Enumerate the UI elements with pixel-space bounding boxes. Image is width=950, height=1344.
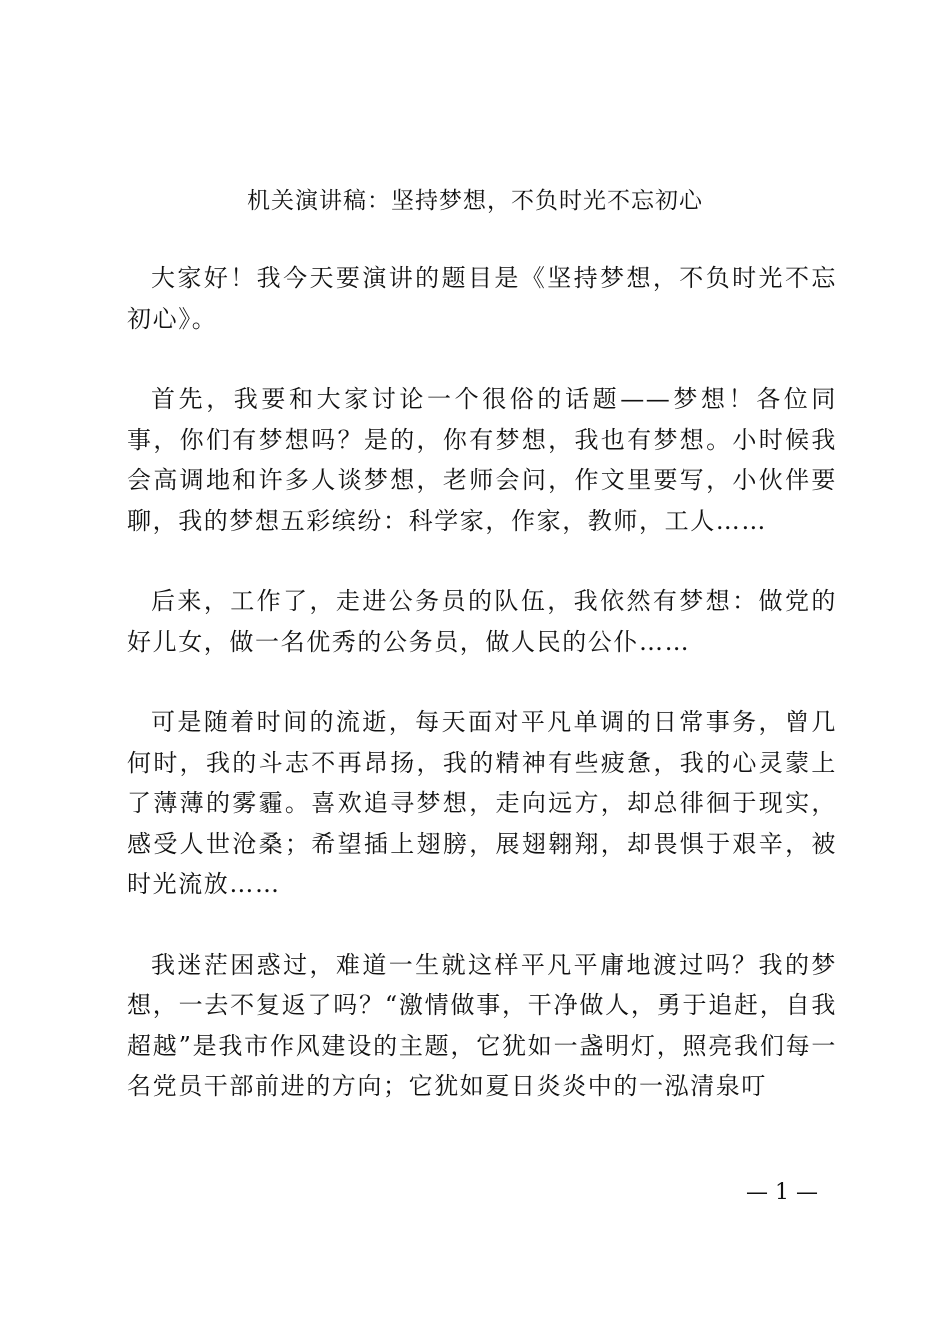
paragraph-work-dream: 后来，工作了，走进公务员的队伍，我依然有梦想：做党的好儿女，做一名优秀的公务员，做人民的公仆……: [127, 587, 837, 656]
document-body: [127, 258, 837, 1107]
document-title: 机关演讲稿：坚持梦想，不负时光不忘初心: [247, 188, 703, 214]
paragraph-confusion: 我迷茫困惑过，难道一生就这样平凡平庸地渡过吗？我的梦想，一去不复返了吗？“激情做事，干净做人，勇于追赶，自我超越”是我市作风建设的主题，它犹如一盏明灯，照亮我们每一名党员干部前进的方向；它犹如夏日炎炎中的一泓清泉叮: [127, 950, 837, 1100]
paragraph-greeting: 大家好！我今天要演讲的题目是《坚持梦想，不负时光不忘初心》。: [127, 264, 837, 333]
paragraph-passing-time: 可是随着时间的流逝，每天面对平凡单调的日常事务，曾几何时，我的斗志不再昂扬，我的精神有些疲惫，我的心灵蒙上了薄薄的雾霾。喜欢追寻梦想，走向远方，却总徘徊于现实，感受人世沧桑；希望插上翅膀，展翅翱翔，却畏惧于艰辛，被时光流放……: [127, 708, 837, 898]
paragraph-dream-topic: 首先，我要和大家讨论一个很俗的话题——梦想！各位同事，你们有梦想吗？是的，你有梦想，我也有梦想。小时候我会高调地和许多人谈梦想，老师会问，作文里要写，小伙伴要聊，我的梦想五彩缤纷：科学家，作家，教师，工人……: [127, 385, 837, 535]
page-number: — 1 —: [746, 1180, 818, 1205]
